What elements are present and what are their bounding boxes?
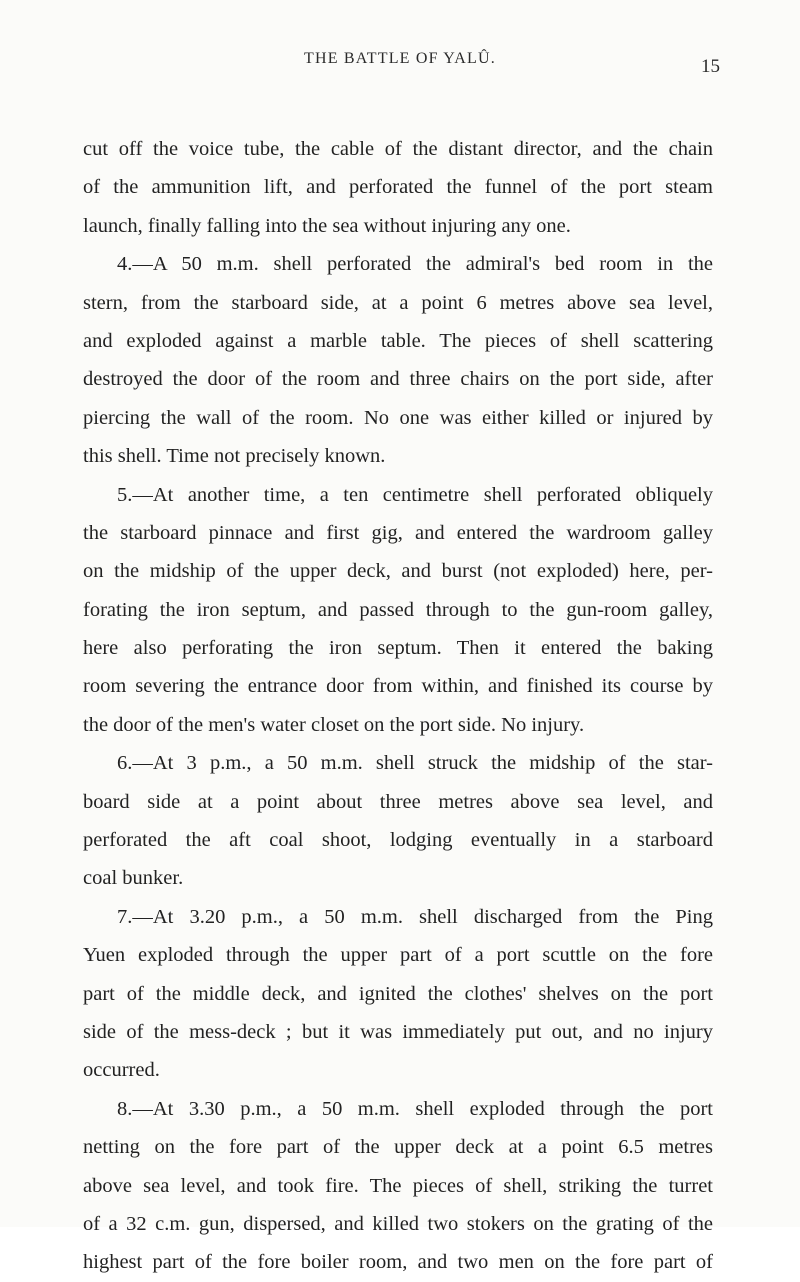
- text-line: stern, from the starboard side, at a point 6 metres above sea level,: [83, 291, 713, 314]
- text-line: room severing the entrance door from within, and finished its course by: [83, 675, 713, 698]
- body-text: [83, 130, 713, 1282]
- text-line: perforated the aft coal shoot, lodging eventually in a starboard: [83, 829, 713, 852]
- text-line: 8.—At 3.30 p.m., a 50 m.m. shell exploded through the port: [117, 1097, 713, 1120]
- text-line: launch, finally falling into the sea without injuring any one.: [83, 214, 571, 237]
- text-line: 5.—At another time, a ten centimetre shell perforated obliquely: [117, 483, 713, 506]
- page-number: 15: [701, 56, 720, 77]
- text-line: the starboard pinnace and first gig, and entered the wardroom galley: [83, 521, 713, 544]
- text-line: side of the mess-deck ; but it was immediately put out, and no injury: [83, 1020, 713, 1043]
- text-line: on the midship of the upper deck, and burst (not exploded) here, per-: [83, 560, 713, 583]
- text-line: 6.—At 3 p.m., a 50 m.m. shell struck the midship of the star-: [117, 752, 713, 775]
- text-line: Yuen exploded through the upper part of a port scuttle on the fore: [83, 944, 713, 967]
- text-line: above sea level, and took fire. The pieces of shell, striking the turret: [83, 1174, 713, 1197]
- text-line: cut off the voice tube, the cable of the distant director, and the chain: [83, 138, 713, 160]
- text-line: of a 32 c.m. gun, dispersed, and killed two stokers on the grating of the: [83, 1212, 713, 1235]
- text-line: part of the middle deck, and ignited the clothes' shelves on the port: [83, 982, 713, 1005]
- text-line: the door of the men's water closet on the port side. No injury.: [83, 713, 585, 736]
- text-line: here also perforating the iron septum. Then it entered the baking: [83, 637, 713, 660]
- text-line: destroyed the door of the room and three chairs on the port side, after: [83, 368, 713, 391]
- text-line: board side at a point about three metres above sea level, and: [83, 790, 713, 813]
- text-line: forating the iron septum, and passed through to the gun-room galley,: [83, 598, 713, 621]
- running-title: THE BATTLE OF YALÛ.: [304, 50, 496, 67]
- text-line: this shell. Time not precisely known.: [83, 445, 386, 468]
- text-line: and exploded against a marble table. The pieces of shell scattering: [83, 329, 713, 352]
- text-line: occurred.: [83, 1059, 160, 1082]
- text-line: coal bunker.: [83, 867, 184, 890]
- text-line: netting on the fore part of the upper deck at a point 6.5 metres: [83, 1136, 713, 1159]
- text-line: 4.—A 50 m.m. shell perforated the admiral's bed room in the: [117, 253, 713, 276]
- text-line: highest part of the fore boiler room, and two men on the fore part of: [83, 1251, 713, 1274]
- text-line: 7.—At 3.20 p.m., a 50 m.m. shell discharged from the Ping: [117, 905, 713, 928]
- text-line: of the ammunition lift, and perforated the funnel of the port steam: [83, 176, 713, 199]
- text-line: piercing the wall of the room. No one was either killed or injured by: [83, 406, 713, 429]
